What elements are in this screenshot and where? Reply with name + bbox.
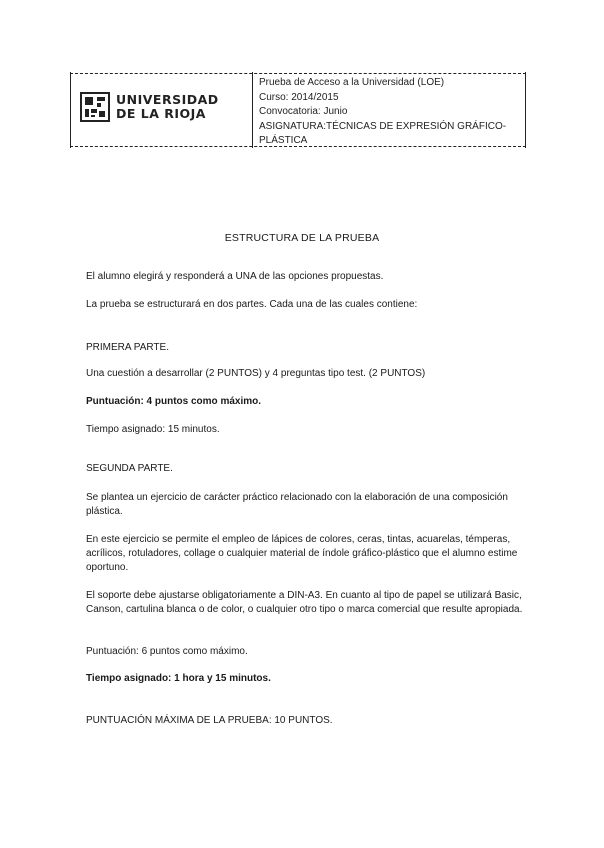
exam-info bbox=[259, 76, 521, 149]
part1-score: Puntuación: 4 puntos como máximo. bbox=[86, 396, 262, 407]
part2-heading: SEGUNDA PARTE. bbox=[86, 463, 173, 474]
part2-paragraph-1: Se plantea un ejercicio de carácter práctico relacionado con la elaboración de una composición plástica. bbox=[86, 492, 508, 517]
university-name-line1: UNIVERSIDAD bbox=[116, 92, 219, 107]
max-score: PUNTUACIÓN MÁXIMA DE LA PRUEBA: 10 PUNTOS. bbox=[86, 715, 333, 726]
part1-heading: PRIMERA PARTE. bbox=[86, 342, 169, 353]
exam-subject: ASIGNATURA:TÉCNICAS DE EXPRESIÓN GRÁFICO-PLÁSTICA bbox=[259, 120, 507, 146]
exam-name: Prueba de Acceso a la Universidad (LOE) bbox=[259, 77, 445, 88]
part1-time: Tiempo asignado: 15 minutos. bbox=[86, 424, 220, 435]
header-right-border bbox=[525, 72, 526, 148]
part2-score: Puntuación: 6 puntos como máximo. bbox=[86, 646, 248, 657]
university-logo bbox=[80, 92, 219, 122]
university-seal-icon bbox=[80, 92, 110, 122]
page-title: ESTRUCTURA DE LA PRUEBA bbox=[224, 232, 380, 244]
part2-paragraph-2: En este ejercicio se permite el empleo de lápices de colores, ceras, tintas, acuarelas, témperas, acrílicos, rotuladores, collage o cualquier material de índole gráfico-plástico que el alumno estime oportuno. bbox=[86, 534, 518, 573]
part2-time: Tiempo asignado: 1 hora y 15 minutos. bbox=[86, 673, 271, 684]
intro-line-1: El alumno elegirá y responderá a UNA de las opciones propuestas. bbox=[86, 271, 384, 282]
part1-description: Una cuestión a desarrollar (2 PUNTOS) y 4 preguntas tipo test. (2 PUNTOS) bbox=[86, 368, 426, 379]
university-name-line2: DE LA RIOJA bbox=[116, 106, 206, 121]
header-left-border bbox=[70, 72, 71, 148]
exam-course: Curso: 2014/2015 bbox=[259, 91, 339, 103]
intro-line-2: La prueba se estructurará en dos partes. Cada una de las cuales contiene: bbox=[86, 299, 418, 310]
part2-paragraph-3: El soporte debe ajustarse obligatoriamente a DIN-A3. En cuanto al tipo de papel se utilizará Basic, Canson, cartulina blanca o de color, o cualquier otro tipo o marca comercial que resulte apropiada. bbox=[86, 590, 523, 615]
header-divider bbox=[252, 72, 253, 148]
header-top-border bbox=[70, 73, 526, 74]
exam-convocatoria: Convocatoria: Junio bbox=[259, 106, 348, 117]
